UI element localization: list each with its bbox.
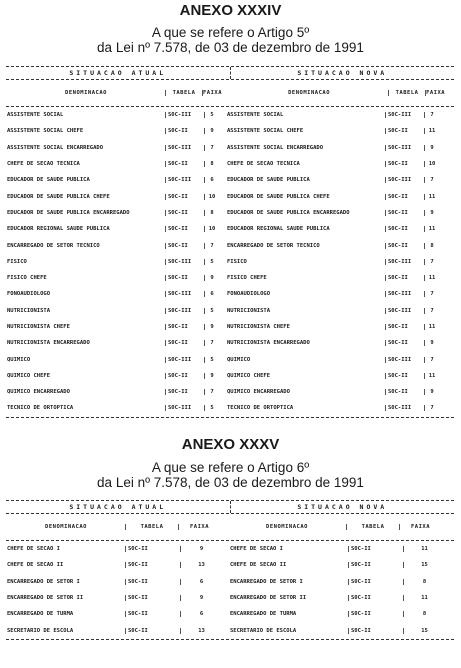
cell-denominacao-new: ENCARREGADO DE TURMA (230, 611, 297, 618)
col-tabela-new: TABELA (388, 90, 425, 96)
cell-faixa: 9 (204, 128, 219, 134)
table-row (6, 254, 454, 270)
cell-faixa: 6 (180, 579, 222, 585)
cell-denominacao: ENCARREGADO DE TURMA (7, 611, 74, 618)
cell-tabela-new: S0C-II (385, 194, 424, 200)
cell-faixa-new: 15 (403, 628, 445, 634)
cell-faixa-new: 11 (403, 546, 445, 552)
annex-35-subtitle-2: da Lei nº 7.578, de 03 de dezembro de 1991 (97, 475, 364, 490)
cell-faixa-new: 9 (424, 210, 439, 216)
table-row (6, 188, 454, 204)
band-current: SITUACAO ATUAL (69, 69, 167, 77)
cell-faixa: 8 (204, 161, 219, 167)
cell-faixa-new: 7 (424, 308, 439, 314)
cell-denominacao-new: EDUCADOR DE SAUDE PUBLICA CHEFE (227, 193, 330, 200)
cell-tabela: S0C-II (165, 210, 204, 216)
cell-denominacao: CHEFE DE SECAO I (7, 546, 60, 553)
cell-tabela: S0C-II (165, 373, 204, 379)
cell-faixa-new: 7 (424, 259, 439, 265)
cell-faixa: 5 (204, 259, 219, 265)
cell-denominacao: ASSISTENTE SOCIAL (7, 112, 64, 119)
table-row (6, 351, 454, 367)
col-faixa: FAIXA (178, 524, 220, 530)
cell-tabela-new: S0C-III (385, 145, 424, 151)
table-row (6, 172, 454, 188)
cell-denominacao-new: EDUCADOR DE SAUDE PUBLICA (227, 177, 310, 184)
annex-34-table (6, 66, 454, 418)
cell-denominacao: QUIMICO ENCARREGADO (7, 389, 70, 396)
cell-tabela: S0C-II (165, 226, 204, 232)
cell-tabela-new: S0C-II (385, 226, 424, 232)
cell-tabela: S0C-II (125, 579, 180, 585)
cell-faixa: 9 (204, 324, 219, 330)
table-row (6, 270, 454, 286)
table-row (6, 286, 454, 302)
cell-tabela: S0C-II (125, 595, 180, 601)
table-row (6, 590, 454, 606)
cell-tabela: S0C-III (165, 291, 204, 297)
band-new: SITUACAO NOVA (230, 67, 455, 79)
cell-denominacao-new: NUTRICIONISTA ENCARREGADO (227, 340, 310, 347)
cell-faixa-new: 7 (424, 177, 439, 183)
cell-faixa-new: 9 (424, 145, 439, 151)
cell-denominacao: ASSISTENTE SOCIAL ENCARREGADO (7, 144, 104, 151)
cell-faixa: 13 (180, 562, 222, 568)
cell-tabela: S0C-II (125, 611, 180, 617)
cell-faixa: 9 (180, 595, 222, 601)
cell-denominacao-new: CHEFE DE SECAO I (230, 546, 283, 553)
cell-faixa: 5 (204, 357, 219, 363)
cell-denominacao-new: TECNICO DE ORTOPTICA (227, 405, 294, 412)
cell-faixa-new: 9 (424, 340, 439, 346)
cell-tabela-new: S0C-II (385, 340, 424, 346)
cell-tabela-new: S0C-III (385, 308, 424, 314)
cell-denominacao: EDUCADOR DE SAUDE PUBLICA ENCARREGADO (7, 209, 130, 216)
cell-denominacao: NUTRICIONISTA CHEFE (7, 324, 70, 330)
table-band-header (6, 500, 454, 514)
cell-tabela: S0C-III (165, 177, 204, 183)
cell-denominacao-new: EDUCADOR DE SAUDE PUBLICA ENCARREGADO (227, 209, 350, 216)
cell-denominacao: ENCARREGADO DE SETOR I (7, 578, 80, 585)
cell-faixa-new: 11 (424, 194, 439, 200)
cell-faixa: 10 (204, 194, 219, 200)
table-row (6, 140, 454, 156)
cell-denominacao-new: EDUCADOR REGIONAL SAUDE PUBLICA (227, 226, 330, 233)
cell-tabela-new: S0C-III (385, 259, 424, 265)
cell-tabela: S0C-III (165, 357, 204, 363)
cell-faixa-new: 9 (424, 389, 439, 395)
cell-faixa: 13 (180, 628, 222, 634)
table-row (6, 574, 454, 590)
cell-faixa-new: 7 (424, 112, 439, 118)
cell-denominacao-new: QUIMICO CHEFE (227, 372, 271, 379)
cell-faixa-new: 10 (424, 161, 439, 167)
cell-faixa-new: 11 (424, 373, 439, 379)
cell-faixa: 9 (180, 546, 222, 552)
cell-denominacao-new: CHEFE DE SECAO II (230, 562, 287, 569)
cell-tabela-new: S0C-II (348, 611, 403, 617)
col-denominacao: DENOMINACAO (65, 90, 107, 96)
cell-faixa: 6 (204, 291, 219, 297)
table-row (6, 123, 454, 139)
cell-denominacao-new: CHEFE DE SECAO TECNICA (227, 161, 300, 168)
cell-denominacao: EDUCADOR REGIONAL SAUDE PUBLICA (7, 226, 110, 233)
cell-tabela-new: S0C-III (385, 405, 424, 411)
cell-tabela: S0C-II (165, 389, 204, 395)
cell-tabela-new: S0C-II (348, 628, 403, 634)
cell-tabela-new: S0C-II (385, 373, 424, 379)
cell-tabela-new: S0C-II (385, 210, 424, 216)
cell-tabela: S0C-II (125, 628, 180, 634)
cell-faixa-new: 11 (424, 128, 439, 134)
table-row (6, 205, 454, 221)
cell-faixa: 8 (204, 210, 219, 216)
cell-tabela: S0C-II (125, 562, 180, 568)
cell-tabela: S0C-III (165, 145, 204, 151)
cell-tabela-new: S0C-II (385, 275, 424, 281)
cell-tabela: S0C-II (165, 128, 204, 134)
cell-denominacao-new: ASSISTENTE SOCIAL ENCARREGADO (227, 144, 324, 151)
cell-denominacao-new: QUIMICO ENCARREGADO (227, 389, 290, 396)
column-headers (6, 514, 454, 541)
table-row (6, 303, 454, 319)
cell-denominacao-new: ASSISTENTE SOCIAL (227, 112, 284, 119)
cell-denominacao: TECNICO DE ORTOPTICA (7, 405, 74, 412)
cell-faixa: 9 (204, 275, 219, 281)
table-row (6, 237, 454, 253)
cell-denominacao: EDUCADOR DE SAUDE PUBLICA (7, 177, 90, 184)
cell-faixa-new: 7 (424, 291, 439, 297)
cell-faixa-new: 7 (424, 405, 439, 411)
cell-tabela-new: S0C-II (348, 579, 403, 585)
annex-35-table (6, 500, 454, 640)
cell-faixa: 5 (204, 405, 219, 411)
cell-tabela-new: S0C-II (385, 389, 424, 395)
cell-denominacao: EDUCADOR DE SAUDE PUBLICA CHEFE (7, 193, 110, 200)
annex-35-rows (6, 541, 454, 640)
annex-35-subtitle-1: A que se refere o Artigo 6º (151, 460, 310, 475)
cell-tabela-new: S0C-II (385, 324, 424, 330)
cell-denominacao-new: FISICO (227, 258, 247, 265)
cell-denominacao-new: ENCARREGADO DE SETOR II (230, 595, 307, 602)
annex-34-subtitle-2: da Lei nº 7.578, de 03 de dezembro de 1991 (97, 40, 364, 55)
cell-faixa-new: 15 (403, 562, 445, 568)
cell-denominacao: FISICO (7, 258, 27, 265)
cell-faixa: 7 (204, 340, 219, 346)
cell-tabela-new: S0C-III (385, 177, 424, 183)
cell-denominacao-new: FONOAUDIOLOGO (227, 291, 271, 298)
table-row (6, 107, 454, 123)
cell-tabela: S0C-II (125, 546, 180, 552)
cell-tabela-new: S0C-II (348, 562, 403, 568)
table-band-header (6, 66, 454, 80)
cell-faixa-new: 8 (403, 579, 445, 585)
cell-faixa-new: 11 (424, 275, 439, 281)
cell-tabela: S0C-II (165, 340, 204, 346)
cell-faixa-new: 7 (424, 357, 439, 363)
cell-tabela-new: S0C-II (385, 128, 424, 134)
cell-denominacao: FISICO CHEFE (7, 275, 47, 282)
table-row (6, 557, 454, 573)
cell-denominacao: ENCARREGADO DE SETOR TECNICO (7, 242, 100, 249)
cell-denominacao-new: NUTRICIONISTA (227, 307, 271, 314)
annex-34-rows (6, 107, 454, 418)
cell-faixa: 6 (180, 611, 222, 617)
col-denominacao-new: DENOMINACAO (288, 90, 331, 96)
cell-denominacao-new: FISICO CHEFE (227, 275, 267, 282)
cell-denominacao: QUIMICO (7, 356, 31, 363)
cell-tabela-new: S0C-III (385, 112, 424, 118)
cell-denominacao-new: ENCARREGADO DE SETOR TECNICO (227, 242, 320, 249)
cell-denominacao-new: ASSISTENTE SOCIAL CHEFE (227, 128, 304, 135)
cell-tabela: S0C-II (165, 275, 204, 281)
cell-tabela: S0C-II (165, 194, 204, 200)
table-row (6, 156, 454, 172)
cell-tabela: S0C-II (165, 161, 204, 167)
cell-faixa-new: 8 (403, 611, 445, 617)
cell-faixa-new: 11 (403, 595, 445, 601)
cell-denominacao: CHEFE DE SECAO II (7, 562, 64, 569)
table-row (6, 368, 454, 384)
col-denominacao: DENOMINACAO (45, 524, 87, 530)
cell-denominacao: ENCARREGADO DE SETOR II (7, 595, 84, 602)
cell-faixa: 7 (204, 243, 219, 249)
cell-tabela: S0C-III (165, 308, 204, 314)
cell-denominacao: NUTRICIONISTA ENCARREGADO (7, 340, 90, 347)
band-new: SITUACAO NOVA (230, 501, 455, 513)
table-row (6, 622, 454, 638)
cell-denominacao-new: ENCARREGADO DE SETOR I (230, 578, 303, 585)
cell-tabela: S0C-II (165, 243, 204, 249)
table-row (6, 400, 454, 416)
cell-tabela: S0C-III (165, 259, 204, 265)
cell-denominacao-new: NUTRICIONISTA CHEFE (227, 324, 290, 330)
col-faixa-new: FAIXA (399, 524, 441, 530)
col-tabela: TABELA (165, 90, 202, 96)
cell-denominacao: ASSISTENTE SOCIAL CHEFE (7, 128, 84, 135)
annex-34-title: ANEXO XXXIV (179, 2, 282, 19)
band-current: SITUACAO ATUAL (69, 503, 167, 511)
table-row (6, 606, 454, 622)
cell-faixa: 10 (204, 226, 219, 232)
cell-faixa-new: 11 (424, 324, 439, 330)
annex-34-subtitle-1: A que se refere o Artigo 5º (151, 25, 310, 40)
cell-tabela: S0C-II (165, 324, 204, 330)
table-row (6, 335, 454, 351)
cell-denominacao: SECRETARIO DE ESCOLA (7, 627, 74, 634)
col-faixa-new: FAIXA (426, 90, 446, 96)
cell-denominacao: QUIMICO CHEFE (7, 372, 51, 379)
column-headers (6, 80, 454, 107)
cell-tabela-new: S0C-II (385, 243, 424, 249)
table-row (6, 384, 454, 400)
cell-denominacao: NUTRICIONISTA (7, 307, 51, 314)
col-faixa: FAIXA (203, 90, 223, 96)
col-tabela: TABELA (125, 524, 178, 530)
cell-denominacao: FONOAUDIOLOGO (7, 291, 51, 298)
cell-faixa: 7 (204, 145, 219, 151)
cell-tabela: S0C-III (165, 405, 204, 411)
cell-faixa: 6 (204, 177, 219, 183)
cell-denominacao-new: QUIMICO (227, 356, 251, 363)
cell-faixa-new: 8 (424, 243, 439, 249)
cell-faixa: 5 (204, 112, 219, 118)
cell-denominacao-new: SECRETARIO DE ESCOLA (230, 627, 297, 634)
cell-faixa: 7 (204, 389, 219, 395)
cell-faixa: 5 (204, 308, 219, 314)
annex-35-title: ANEXO XXXV (181, 436, 280, 453)
col-denominacao-new: DENOMINACAO (266, 524, 308, 530)
cell-tabela-new: S0C-III (385, 291, 424, 297)
table-row (6, 319, 454, 335)
col-tabela-new: TABELA (346, 524, 399, 530)
cell-tabela: S0C-III (165, 112, 204, 118)
cell-faixa-new: 11 (424, 226, 439, 232)
cell-denominacao: CHEFE DE SECAO TECNICA (7, 161, 80, 168)
cell-tabela-new: S0C-II (385, 161, 424, 167)
cell-tabela-new: S0C-II (348, 546, 403, 552)
table-row (6, 541, 454, 557)
cell-tabela-new: S0C-II (348, 595, 403, 601)
table-row (6, 221, 454, 237)
cell-faixa: 9 (204, 373, 219, 379)
cell-tabela-new: S0C-III (385, 357, 424, 363)
